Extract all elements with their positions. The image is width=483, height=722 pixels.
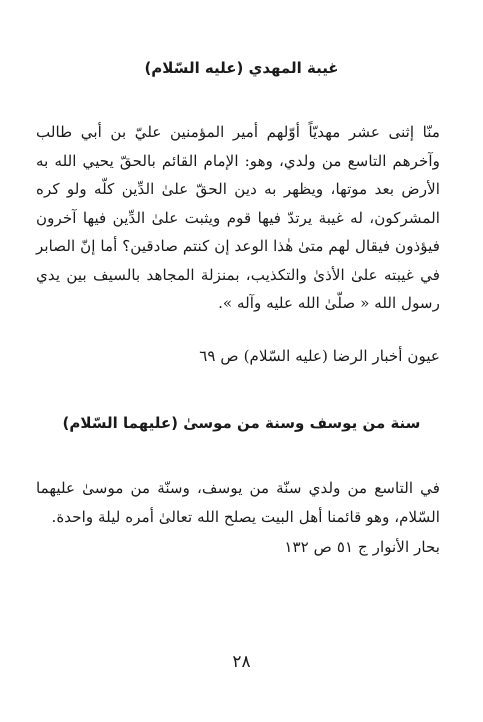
section-title: سنة من يوسف وسنة من موسىٰ (عليهما السّلام) xyxy=(62,414,421,432)
section-body: منّا إثنى عشر مهديّاً أوّلهم أمير المؤمنين عليّ بن أبي طالب وآخرهم التاسع من ولدي، وهو: الإمام القائم بالحقّ يحيي الله به الأرض بعد موتها، ويظهر به دين الحقّ علىٰ الدِّين كلّه ولو كره المشركون، له غيبة يرتدّ فيها قوم ويثبت علىٰ الدِّين فيها آخرون فيؤذون فيقال لهم متىٰ هٰذا الوعد إن كنتم صادقين؟ أما إنّ الصابر في غيبته علىٰ الأذىٰ والتكذيب، بمنزلة المجاهد بالسيف بين يدي رسول الله « صلّىٰ الله عليه وآله ». xyxy=(36,123,440,312)
source-citation: بحار الأنوار ج ٥١ ص ١٣٢ xyxy=(284,538,440,556)
source-citation: عيون أخبار الرضا (عليه السّلام) ص ٦٩ xyxy=(199,347,440,365)
section-body: في التاسع من ولدي سنّة من يوسف، وسنّة من موسىٰ عليهما السّلام، وهو قائمنا أهل البيت يصلح الله تعالىٰ أمره ليلة واحدة. xyxy=(36,479,440,526)
page-number: ٢٨ xyxy=(232,652,251,672)
section-title: غيبة المهدي (عليه السّلام) xyxy=(144,59,339,77)
